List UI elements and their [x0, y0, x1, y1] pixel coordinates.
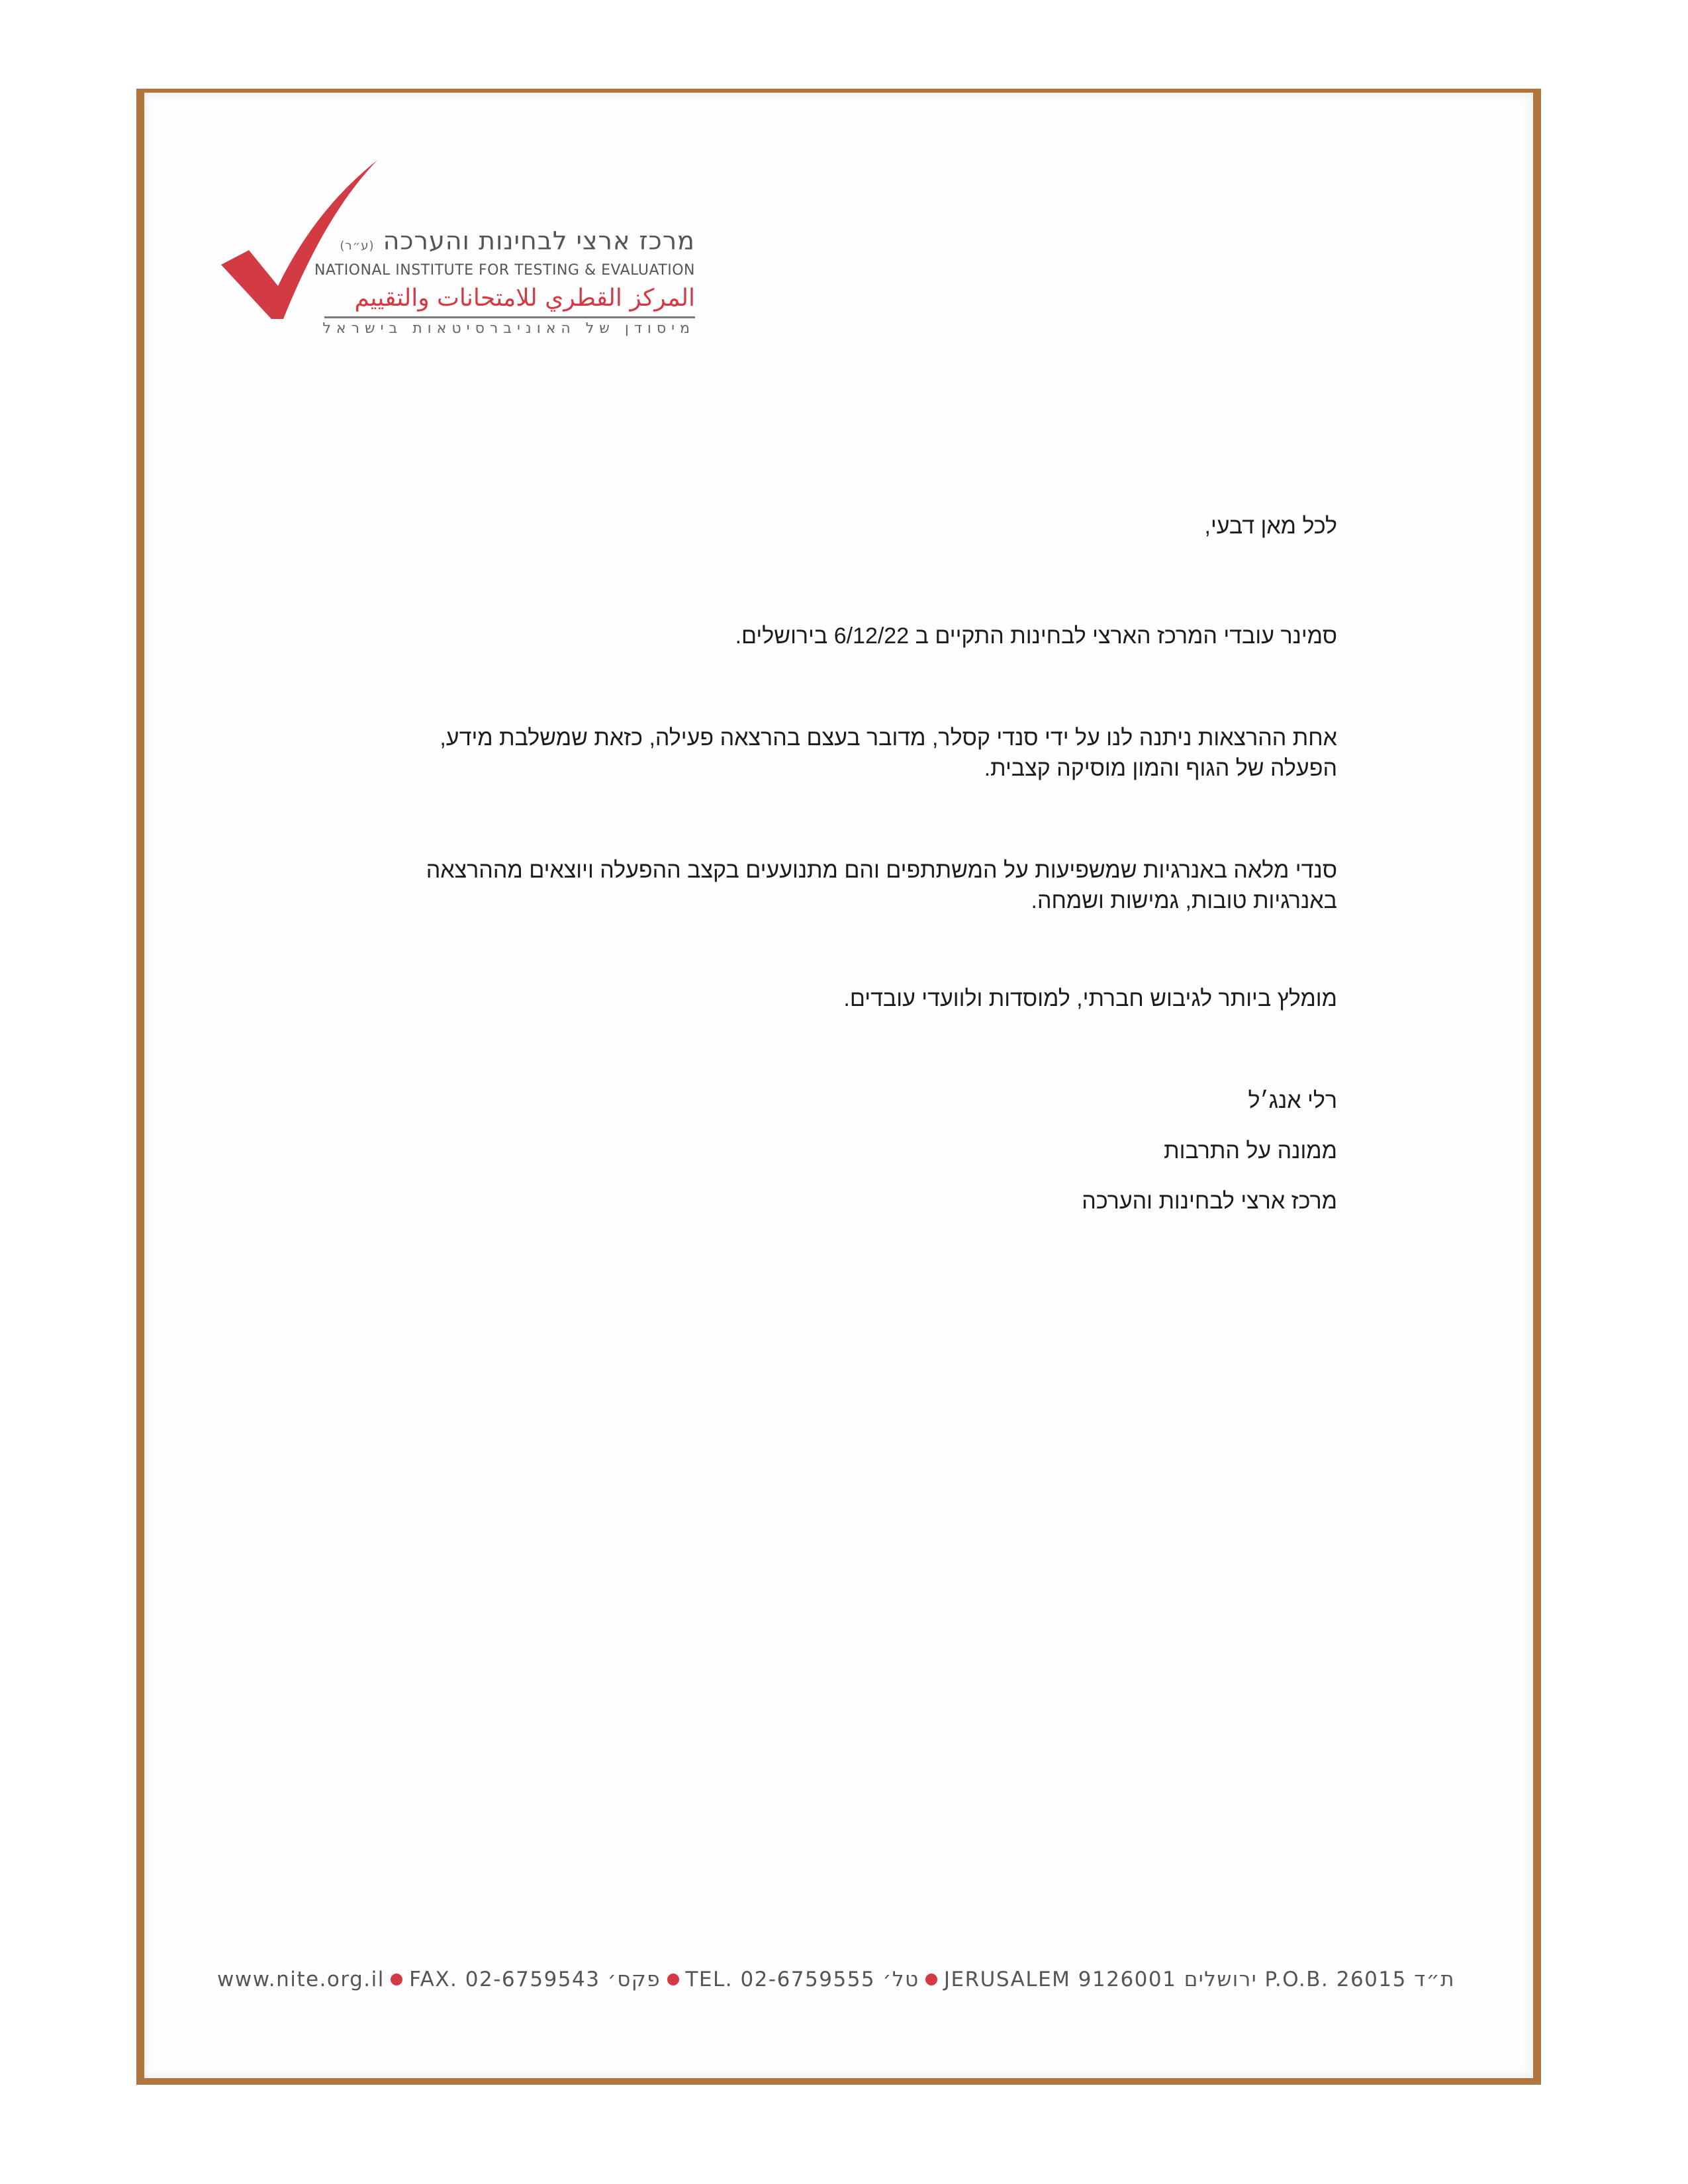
- org-name-hebrew: מרכז ארצי לבחינות והערכה (ע״ר): [340, 226, 695, 255]
- footer-fax: FAX. 02-6759543 פקס׳: [409, 1968, 661, 1991]
- footer-address: JERUSALEM 9126001 ירושלים P.O.B. 26015 ת״ד: [943, 1968, 1455, 1991]
- letterhead-divider: [324, 316, 695, 318]
- signature-organization: מרכז ארצי לבחינות והערכה: [1082, 1189, 1337, 1214]
- org-name-english: NATIONAL INSTITUTE FOR TESTING & EVALUATION: [314, 262, 695, 279]
- footer-contact-line: [217, 1963, 1455, 1996]
- salutation: לכל מאן דבעי,: [1204, 514, 1337, 539]
- signature-name: רלי אנג׳ל: [1248, 1088, 1337, 1113]
- org-tagline: מיסודן של האוניברסיטאות בישראל: [322, 320, 695, 337]
- paragraph-recommendation: מומלץ ביותר לגיבוש חברתי, למוסדות ולוועדי עובדים.: [843, 986, 1337, 1011]
- letterhead-logo: [218, 159, 695, 351]
- org-abbreviation: (ע״ר): [340, 239, 375, 253]
- paragraph-lecture: אחת ההרצאות ניתנה לנו על ידי סנדי קסלר, מדובר בעצם בהרצאה פעילה, כזאת שמשלבת מידע, הפעלה של הגוף והמון מוסיקה קצבית.: [440, 725, 1337, 781]
- bullet-icon: [391, 1974, 402, 1985]
- bullet-icon: [925, 1974, 937, 1985]
- paragraph-energy: סנדי מלאה באנרגיות שמשפיעות על המשתתפים והם מתנועעים בקצב ההפעלה ויוצאים מההרצאה באנרגיות טובות, גמישות ושמחה.: [426, 858, 1337, 913]
- footer-tel: TEL. 02-6759555 טל׳: [685, 1968, 919, 1991]
- org-name-arabic: المركز القطري للامتحانات والتقييم: [354, 285, 695, 312]
- bullet-icon: [667, 1974, 679, 1985]
- footer-website: www.nite.org.il: [217, 1968, 385, 1991]
- signature-title: ממונה על התרבות: [1164, 1138, 1337, 1163]
- paragraph-seminar: סמינר עובדי המרכז הארצי לבחינות התקיים ב 6/12/22 בירושלים.: [735, 623, 1337, 649]
